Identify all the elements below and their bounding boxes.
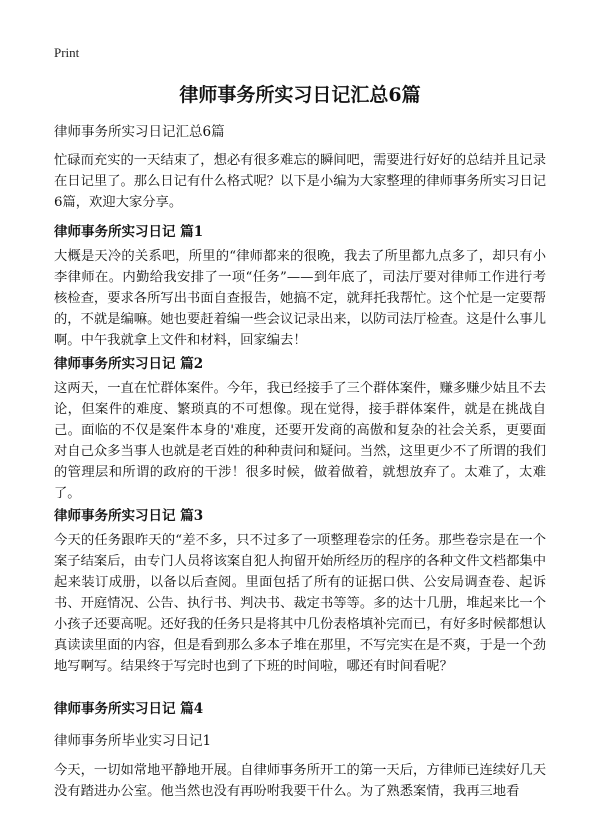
section-4-body: 今天，一切如常地平静地开展。自律师事务所开工的第一天后，方律师已连续好几天没有踏进办公室。他当然也没有再吩咐我要干什么。为了熟悉案情，我再三地看 bbox=[54, 763, 546, 799]
page-title: 律师事务所实习日记汇总6篇 bbox=[179, 84, 421, 106]
section-4-subtitle: 律师事务所毕业实习日记1 bbox=[54, 733, 212, 749]
document-subtitle: 律师事务所实习日记汇总6篇 bbox=[54, 124, 225, 140]
section-2-body: 这两天，一直在忙群体案件。今年，我已经接手了三个群体案件，赚多赚少姑且不去论，但案件的难度、繁琐真的不可想像。现在觉得，接手群体案件，就是在挑战自己。面临的不仅是案件本身的'难度，还要开发商的高傲和复杂的社会关系，更要面对自己众多当事人也就是老百姓的种种责问和疑问。当然，这里更少不了所谓的我们的管理层和所谓的政府的干涉！很多时候，做着做着，就想放弃了。太难了，太难了。 bbox=[54, 381, 546, 501]
print-link[interactable]: Print bbox=[54, 45, 80, 60]
section-1-heading: 律师事务所实习日记 篇1 bbox=[54, 224, 204, 240]
section-3-heading: 律师事务所实习日记 篇3 bbox=[54, 508, 204, 524]
section-4-heading: 律师事务所实习日记 篇4 bbox=[54, 701, 204, 717]
section-1-body: 大概是天冷的关系吧，所里的“律师都来的很晚，我去了所里都九点多了，却只有小李律师在。内勤给我安排了一项“任务”——到年底了，司法厅要对律师工作进行考核检查，要求各所写出书面自查报告，她搞不定，就拜托我帮忙。这个忙是一定要帮的，不就是编嘛。她也要赶着编一些会议记录出来，以防司法厅检查。这是什么事儿啊。中午我就拿上文件和材料，回家编去！ bbox=[54, 249, 546, 348]
section-2-heading: 律师事务所实习日记 篇2 bbox=[54, 356, 204, 372]
intro-paragraph: 忙碌而充实的一天结束了，想必有很多难忘的瞬间吧，需要进行好好的总结并且记录在日记里了。那么日记有什么格式呢？以下是小编为大家整理的律师事务所实习日记6篇，欢迎大家分享。 bbox=[54, 153, 546, 210]
section-3-body: 今天的任务跟昨天的“差不多，只不过多了一项整理卷宗的任务。那些卷宗是在一个案子结案后，由专门人员将该案自犯人拘留开始所经历的程序的各种文件文档都集中起来装订成册，以备以后查阅。里面包括了所有的证据口供、公安局调查卷、起诉书、开庭情况、公告、执行书、判决书、裁定书等等。多的达十几册，堆起来比一个小孩子还要高呢。还好我的任务只是将其中几份表格填补完而已，有好多时候都想认真读读里面的内容，但是看到那么多本子堆在那里，不写完实在是不爽，于是一个劲地写啊写。结果终于写完时也到了下班的时间啦，哪还有时间看呢？ bbox=[54, 533, 546, 674]
